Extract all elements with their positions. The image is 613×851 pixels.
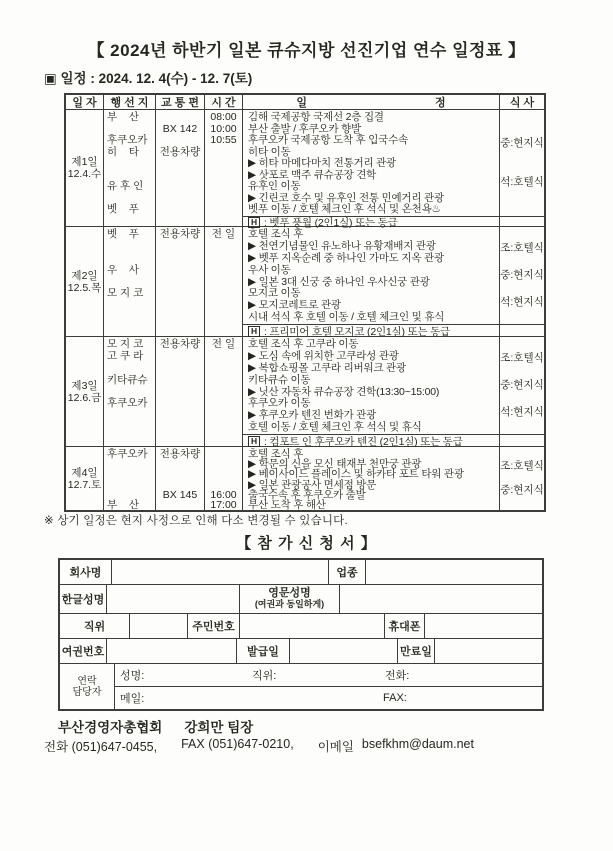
header-time: 시 간 <box>205 95 243 109</box>
header-schedule-right: 정 <box>435 97 446 109</box>
meals-cell: 중:현지식 석:호텔식 <box>500 136 544 188</box>
day-number: 제3일 <box>71 379 98 392</box>
day-cell <box>66 337 104 446</box>
schedule-cell: 호텔 조식 후 ▶ 학문의 신을 모신 태재부 천만궁 관광 ▶ 베이사이드 플레이스 및 하카타 포트 타워 관광 ▶ 일본 관광공사 면세점 방문 출국수속 후 후쿠오카 출발 부산 도착 후 해산 <box>243 447 500 510</box>
hotel-line-meals-blank <box>500 325 544 337</box>
meals-cell: 조:호텔식 중:현지식 석:현지식 <box>500 242 544 309</box>
footer-email-label: 이메일 <box>317 740 354 754</box>
contact-info-line <box>44 737 474 755</box>
hotel-badge-icon: H <box>248 326 260 337</box>
day-cell <box>66 447 104 510</box>
itinerary-row-day3 <box>66 337 544 447</box>
english-name-value <box>340 585 542 613</box>
time-cell: 16:00 17:00 <box>205 447 243 510</box>
issue-date-value <box>290 639 398 663</box>
english-name-label <box>240 585 340 613</box>
header-date: 일 자 <box>66 95 104 109</box>
hotel-badge-icon: H <box>248 217 260 228</box>
industry-value <box>366 560 542 584</box>
contact-person-label <box>60 664 115 709</box>
issue-date-label: 발급일 <box>237 639 290 663</box>
contact-row-2 <box>115 687 542 709</box>
english-name-subtitle: (여권과 동일하게) <box>254 599 325 609</box>
expiry-date-label: 만료일 <box>398 639 435 663</box>
expiry-date-value <box>435 639 542 663</box>
passport-value <box>107 639 237 663</box>
header-schedule-left: 일 <box>296 97 307 109</box>
form-row-contact <box>60 664 542 709</box>
destinations-cell: 모 지 코 고 쿠 라 키타큐슈 후쿠오카 <box>104 337 156 446</box>
form-row-position <box>60 614 542 639</box>
day-number: 제4일 <box>71 466 98 479</box>
form-row-passport <box>60 639 542 664</box>
korean-name-label: 한글성명 <box>60 585 107 613</box>
transport-cell: 전용차량 <box>156 227 205 336</box>
contact-email-label: 메일: <box>120 693 145 705</box>
schedule-cell: 김해 국제공항 국제선 2층 집결 부산 출발 / 후쿠오카 향발 후쿠오카 국제공항 도착 후 입국수속 히타 이동 ▶ 히타 마메다마치 전통거리 관광 ▶ 삿포로 맥주 큐슈공장 견학 유후인 이동 ▶ 긴린코 호수 및 유후인 전통 민예거리 관광 벳푸 이동 / 호텔 체크인 후 석식 및 온천욕♨ <box>243 110 500 216</box>
footer-email-address: bsefkhm@daum.net <box>361 737 474 751</box>
contact-phone-label: 전화: <box>385 670 410 682</box>
itinerary-table <box>64 93 546 512</box>
hotel-name: : 프리미어 호텔 모지코 (2인1실) 또는 동급 <box>263 325 450 338</box>
footer-email-group <box>318 737 474 755</box>
day-number: 제2일 <box>71 269 98 282</box>
time-cell: 08:00 10:00 10:55 <box>205 110 243 226</box>
hotel-line <box>243 324 544 337</box>
contact-name-label: 성명: <box>120 670 145 682</box>
time-cell: 전 일 <box>205 227 243 336</box>
footer-phone: 전화 (051)647-0455, <box>44 740 158 754</box>
mobile-value <box>425 614 542 638</box>
destinations-cell: 부 산 후쿠오카 히 타 유 후 인 벳 푸 <box>104 110 156 226</box>
contact-fax-label: FAX: <box>383 692 407 704</box>
manager-name: 강희만 팀장 <box>184 720 254 735</box>
contact-position-label: 직위: <box>252 670 277 682</box>
header-transport: 교 통 편 <box>156 95 205 109</box>
day-date: 12.7.토 <box>67 478 102 491</box>
mobile-label: 휴대폰 <box>385 614 425 638</box>
position-value <box>130 614 188 638</box>
header-meals: 식 사 <box>509 97 535 109</box>
day-date: 12.5.목 <box>67 281 102 294</box>
schedule-cell: 호텔 조식 후 ▶ 천연기념물인 유노하나 유황재배지 관광 ▶ 벳푸 지옥순례 중 하나인 가마도 지옥 관광 우사 이동 ▶ 일본 3대 신궁 중 하나인 우사신궁 관광 모지코 이동 ▶ 모지코레트로 관광 시내 석식 후 호텔 이동 / 호텔 체크인 및 휴식 <box>243 227 500 324</box>
itinerary-row-day2 <box>66 227 544 337</box>
company-label: 회사명 <box>60 560 112 584</box>
form-row-name <box>60 585 542 614</box>
company-value <box>112 560 329 584</box>
time-cell: 전 일 <box>205 337 243 446</box>
organization-line <box>58 716 253 736</box>
hotel-name: : 컴포트 인 후쿠오카 텐진 (2인1실) 또는 동급 <box>263 435 463 448</box>
transport-cell: 전용차량 BX 145 <box>156 447 205 510</box>
header-schedule <box>243 95 500 109</box>
position-label: 직위 <box>60 614 130 638</box>
ssn-label: 주민번호 <box>188 614 240 638</box>
hotel-line-meals-blank <box>500 435 544 447</box>
schedule-cell: 호텔 조식 후 고쿠라 이동 ▶ 도심 속에 위치한 고쿠라성 관광 ▶ 복합쇼핑몰 고쿠라 리버워크 관광 키타큐슈 이동 ▶ 닛산 자동차 큐슈공장 견학(13:30~15:00) 후쿠오카 이동 ▶ 후쿠오카 텐진 번화가 관광 호텔 이동 / 호텔 체크인 후 석식 및 휴식 <box>243 337 500 434</box>
page-title: 【 2024년 하반기 일본 큐슈지방 선진기업 연수 일정표 】 <box>87 41 526 60</box>
meals-cell: 조:호텔식 중:현지식 <box>500 459 544 497</box>
itinerary-header-row <box>66 95 544 110</box>
application-form-table <box>58 558 544 711</box>
transport-cell: 전용차량 <box>156 337 205 446</box>
footer-fax: FAX (051)647-0210, <box>181 737 294 751</box>
meals-cell: 조:호텔식 중:현지식 석:현지식 <box>500 352 544 419</box>
day-number: 제1일 <box>71 156 98 168</box>
industry-label: 업종 <box>329 560 366 584</box>
hotel-badge-icon: H <box>248 436 260 447</box>
day-cell <box>66 227 104 336</box>
contact-label-line2: 담당자 <box>72 686 102 698</box>
application-form-title: 【 참 가 신 청 서 】 <box>236 535 377 552</box>
header-destination: 행 선 지 <box>104 95 156 109</box>
passport-label: 여권번호 <box>60 639 107 663</box>
form-row-company <box>60 560 542 585</box>
hotel-name: : 벳푸 풍월 (2인1실) 또는 동급 <box>263 217 398 230</box>
english-name-title: 영문성명 <box>268 587 311 599</box>
korean-name-value <box>107 585 240 613</box>
destinations-cell: 후쿠오카 부 산 <box>104 447 156 510</box>
change-notice: ※ 상기 일정은 현지 사정으로 인해 다소 변경될 수 있습니다. <box>44 515 348 527</box>
day-date: 12.4.수 <box>67 168 102 180</box>
ssn-value <box>240 614 385 638</box>
day-cell <box>66 110 104 226</box>
contact-row-1 <box>115 664 542 687</box>
contact-label-line1: 연락 <box>77 675 97 687</box>
hotel-line <box>243 434 544 447</box>
schedule-date-line: ▣ 일정 : 2024. 12. 4(수) - 12. 7(토) <box>44 71 253 86</box>
transport-cell: BX 142 전용차량 <box>156 110 205 226</box>
destinations-cell: 벳 푸 우 사 모 지 코 <box>104 227 156 336</box>
itinerary-row-day4 <box>66 447 544 510</box>
itinerary-row-day1 <box>66 110 544 230</box>
day-date: 12.6.금 <box>67 391 102 404</box>
organization-name: 부산경영자총협회 <box>58 720 163 735</box>
